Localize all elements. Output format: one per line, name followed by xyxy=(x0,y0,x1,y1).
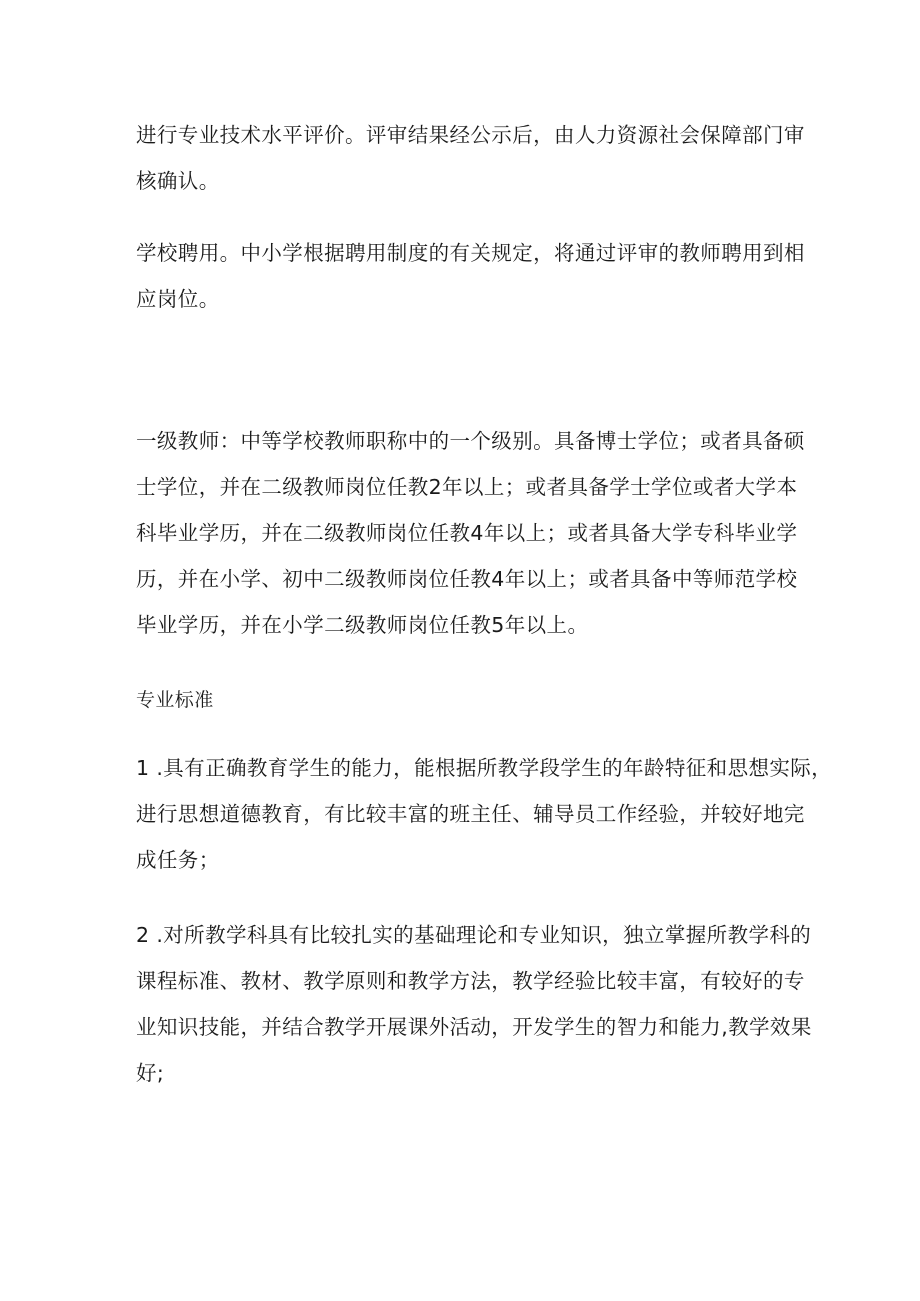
text-line: 课程标准、教材、教学原则和教学方法，教学经验比较丰富，有较好的专 xyxy=(136,969,805,993)
text-line: 成任务； xyxy=(136,848,220,872)
text-line: 士学位，并在二级教师岗位任教2年以上；或者具备学士学位或者大学本 xyxy=(136,475,798,499)
text-line: 进行思想道德教育，有比较丰富的班主任、辅导员工作经验，并较好地完 xyxy=(136,802,805,826)
text-line: 好; xyxy=(136,1061,165,1085)
paragraph-first-grade-teacher xyxy=(136,418,805,648)
paragraph-standard-1 xyxy=(136,745,833,883)
text-line: 学校聘用。中小学根据聘用制度的有关规定，将通过评审的教师聘用到相 xyxy=(136,241,805,265)
text-line: 进行专业技术水平评价。评审结果经公示后，由人力资源社会保障部门审 xyxy=(136,123,805,147)
text-line: 毕业学历，并在小学二级教师岗位任教5年以上。 xyxy=(136,613,589,637)
paragraph-review-result xyxy=(136,112,805,204)
text-line: 业知识技能，并结合教学开展课外活动，开发学生的智力和能力,教学效果 xyxy=(136,1015,812,1039)
text-line: 1 .具有正确教育学生的能力，能根据所教学段学生的年龄特征和思想实际， xyxy=(136,756,833,780)
text-line: 科毕业学历，并在二级教师岗位任教4年以上；或者具备大学专科毕业学 xyxy=(136,521,798,545)
section-heading-professional-standards xyxy=(136,677,796,723)
text-line: 2 .对所教学科具有比较扎实的基础理论和专业知识，独立掌握所教学科的 xyxy=(136,923,812,947)
text-line: 应岗位。 xyxy=(136,287,220,311)
paragraph-school-hiring xyxy=(136,230,805,322)
text-line: 核确认。 xyxy=(136,169,220,193)
text-line: 一级教师：中等学校教师职称中的一个级别。具备博士学位；或者具备硕 xyxy=(136,429,805,453)
text-line: 历，并在小学、初中二级教师岗位任教4年以上；或者具备中等师范学校 xyxy=(136,567,798,591)
paragraph-standard-2 xyxy=(136,912,812,1096)
heading-text: 专业标准 xyxy=(136,689,214,711)
